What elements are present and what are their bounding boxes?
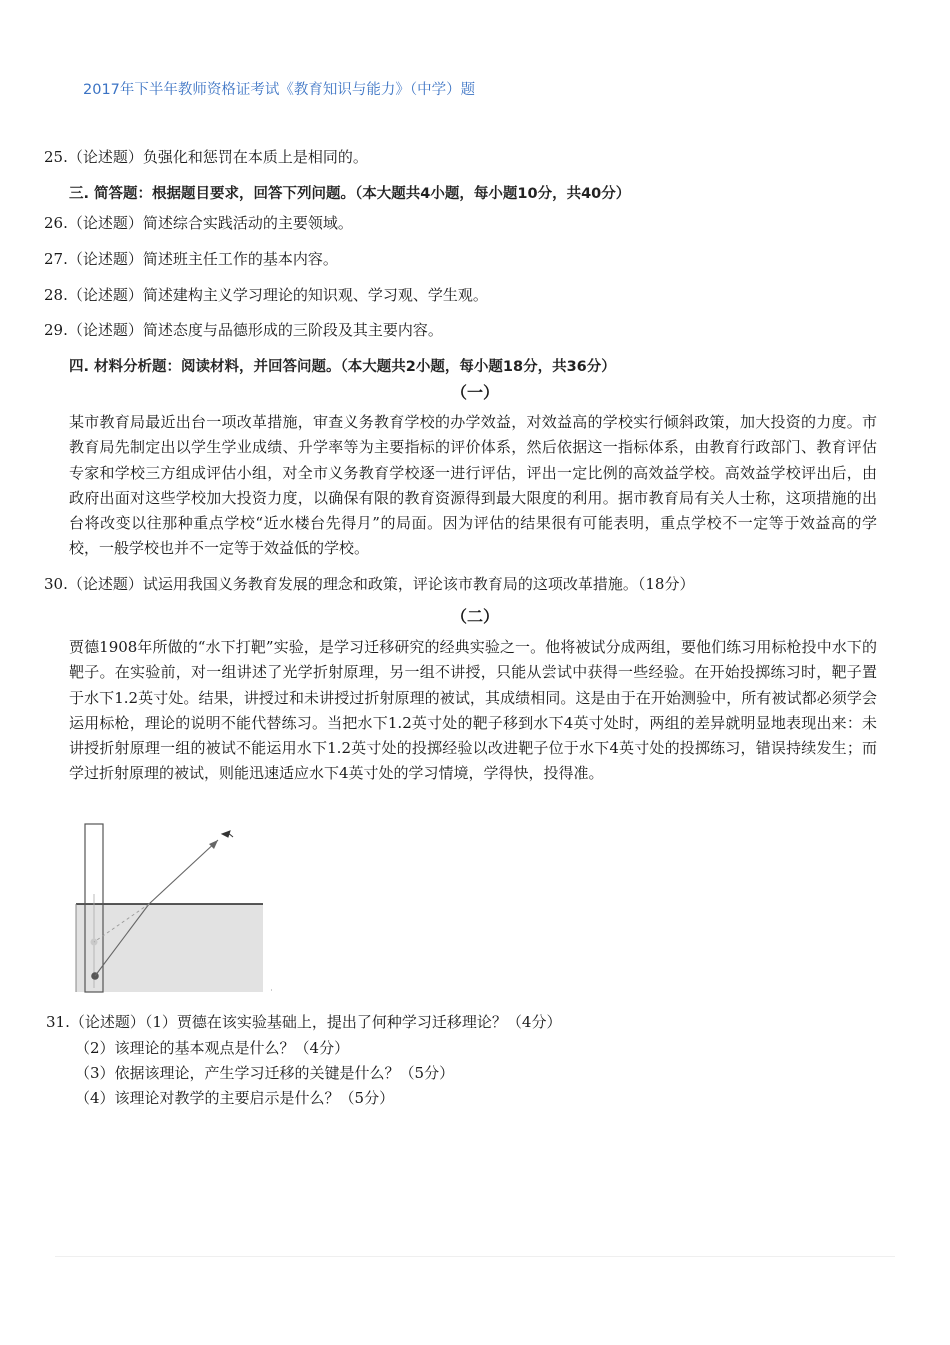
question-29: 29.（论述题）简述态度与品德形成的三阶段及其主要内容。 — [44, 321, 443, 339]
question-31-part-3: （3）依据该理论，产生学习迁移的关键是什么？（5分） — [75, 1064, 455, 1082]
question-28: 28.（论述题）简述建构主义学习理论的知识观、学习观、学生观。 — [44, 286, 488, 304]
section-4-title: 四. 材料分析题：阅读材料，并回答问题。（本大题共2小题，每小题18分，共36分） — [69, 359, 616, 375]
question-31-part-2: （2）该理论的基本观点是什么？（4分） — [75, 1039, 350, 1057]
question-31-part-4: （4）该理论对教学的主要启示是什么？（5分） — [75, 1089, 395, 1107]
question-26: 26.（论述题）简述综合实践活动的主要领域。 — [44, 214, 353, 232]
question-31: 31.（论述题）（1）贾德在该实验基础上，提出了何种学习迁移理论？（4分） — [46, 1013, 562, 1031]
material-2-heading: （二） — [450, 607, 499, 626]
footer-divider — [55, 1256, 895, 1257]
material-1-body: 某市教育局最近出台一项改革措施，审查义务教育学校的办学效益，对效益高的学校实行倾斜政策，加大投资的力度。市教育局先制定出以学生学业成绩、升学率等为主要指标的评价体系，然后依据这一指标体系，由教育行政部门、教育评估专家和学校三方组成评估小组，对全市义务教育学校逐一进行评估，评出一定比例的高效益学校。高效益学校评出后，由政府出面对这些学校加大投资力度，以确保有限的教育资源得到最大限度的利用。据市教育局有关人士称，这项措施的出台将改变以往那种重点学校“近水楼台先得月”的局面。因为评估的结果很有可能表明，重点学校不一定等于效益高的学校，一般学校也并不一定等于效益低的学校。 — [69, 413, 877, 558]
eye-observer-icon — [222, 831, 233, 837]
incident-ray — [149, 840, 218, 904]
question-30: 30.（论述题）试运用我国义务教育发展的理念和政策，评论该市教育局的这项改革措施。（18分） — [44, 575, 695, 593]
material-2-body: 贾德1908年所做的“水下打靶”实验，是学习迁移研究的经典实验之一。他将被试分成两组，要他们练习用标枪投中水下的靶子。在实验前，对一组讲述了光学折射原理，另一组不讲授，只能从尝试中获得一些经验。在开始投掷练习时，靶子置于水下1.2英寸处。结果，讲授过和未讲授过折射原理的被试，其成绩相同。这是由于在开始测验中，所有被试都必须学会运用标枪，理论的说明不能代替练习。当把水下1.2英寸处的靶子移到水下4英寸处时，两组的差异就明显地表现出来：未讲授折射原理一组的被试不能运用水下1.2英寸处的投掷经验以改进靶子位于水下4英寸处的投掷练习，错误持续发生；而学过折射原理的被试，则能迅速适应水下4英寸处的学习情境，学得快，投得准。 — [69, 638, 877, 783]
exam-title: 2017年下半年教师资格证考试《教育知识与能力》（中学）题 — [83, 82, 476, 98]
question-27: 27.（论述题）简述班主任工作的基本内容。 — [44, 250, 338, 268]
material-1-heading: （一） — [450, 383, 499, 402]
water-region — [76, 904, 263, 992]
question-25: 25.（论述题）负强化和惩罚在本质上是相同的。 — [44, 148, 368, 166]
refraction-experiment-figure — [74, 822, 274, 997]
section-3-title: 三. 简答题：根据题目要求，回答下列问题。（本大题共4小题，每小题10分，共40分） — [69, 186, 631, 202]
